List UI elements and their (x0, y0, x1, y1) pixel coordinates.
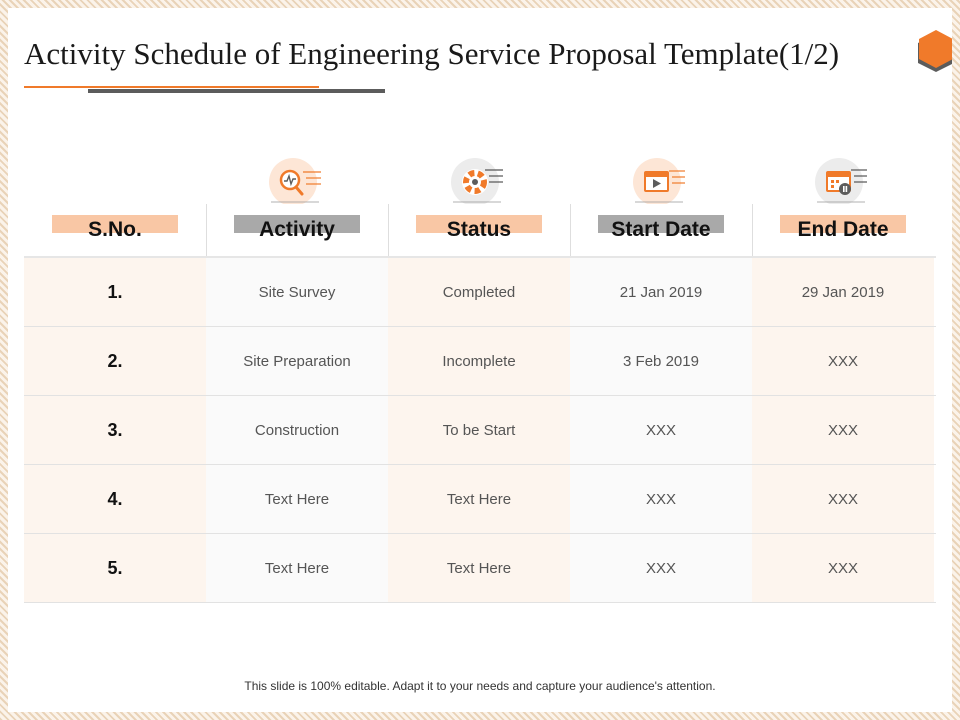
hexagon-icon (916, 28, 952, 76)
schedule-table (24, 256, 936, 603)
header-label: S.No. (88, 218, 142, 241)
activity-cell: Site Preparation (206, 327, 389, 395)
title-underline-orange (24, 86, 319, 88)
table-header (24, 204, 936, 256)
status-cell: Incomplete (388, 327, 571, 395)
end-date-cell: XXX (752, 534, 935, 602)
table-row (24, 327, 936, 396)
header-divider (206, 204, 207, 256)
start-date-cell: XXX (570, 396, 753, 464)
header-divider (570, 204, 571, 256)
table-row (24, 396, 936, 465)
activity-cell: Text Here (206, 465, 389, 533)
analytics-magnifier-icon (263, 158, 327, 204)
table-row (24, 534, 936, 603)
sno-cell: 2. (24, 327, 207, 395)
sno-cell: 3. (24, 396, 207, 464)
sno-cell: 5. (24, 534, 207, 602)
sno-cell: 4. (24, 465, 207, 533)
header-label: Status (446, 218, 512, 241)
calendar-play-icon (627, 158, 691, 204)
activity-cell: Construction (206, 396, 389, 464)
header-sno (24, 204, 206, 256)
footer-note: This slide is 100% editable. Adapt it to your needs and capture your audience's attention. (244, 679, 716, 693)
sno-cell: 1. (24, 258, 207, 326)
header-label: End Date (797, 218, 889, 241)
table-row (24, 258, 936, 327)
start-date-cell: 21 Jan 2019 (570, 258, 753, 326)
header-end-date (752, 204, 934, 256)
header-start-date (570, 204, 752, 256)
start-date-cell: 3 Feb 2019 (570, 327, 753, 395)
end-date-cell: XXX (752, 465, 935, 533)
status-cell: Text Here (388, 465, 571, 533)
activity-cell: Site Survey (206, 258, 389, 326)
title-underline-gray (88, 89, 385, 93)
header-divider (752, 204, 753, 256)
slide (8, 8, 952, 712)
header-label: Start Date (611, 218, 711, 241)
start-date-cell: XXX (570, 465, 753, 533)
calendar-pause-icon (809, 158, 873, 204)
start-date-cell: XXX (570, 534, 753, 602)
status-cell: Text Here (388, 534, 571, 602)
header-activity (206, 204, 388, 256)
status-cell: To be Start (388, 396, 571, 464)
table-row (24, 465, 936, 534)
end-date-cell: 29 Jan 2019 (752, 258, 935, 326)
header-status (388, 204, 570, 256)
status-wheel-icon (445, 158, 509, 204)
end-date-cell: XXX (752, 327, 935, 395)
header-divider (388, 204, 389, 256)
end-date-cell: XXX (752, 396, 935, 464)
page-title: Activity Schedule of Engineering Service Proposal Template(1/2) (24, 36, 840, 71)
header-label: Activity (259, 218, 335, 241)
activity-cell: Text Here (206, 534, 389, 602)
status-cell: Completed (388, 258, 571, 326)
